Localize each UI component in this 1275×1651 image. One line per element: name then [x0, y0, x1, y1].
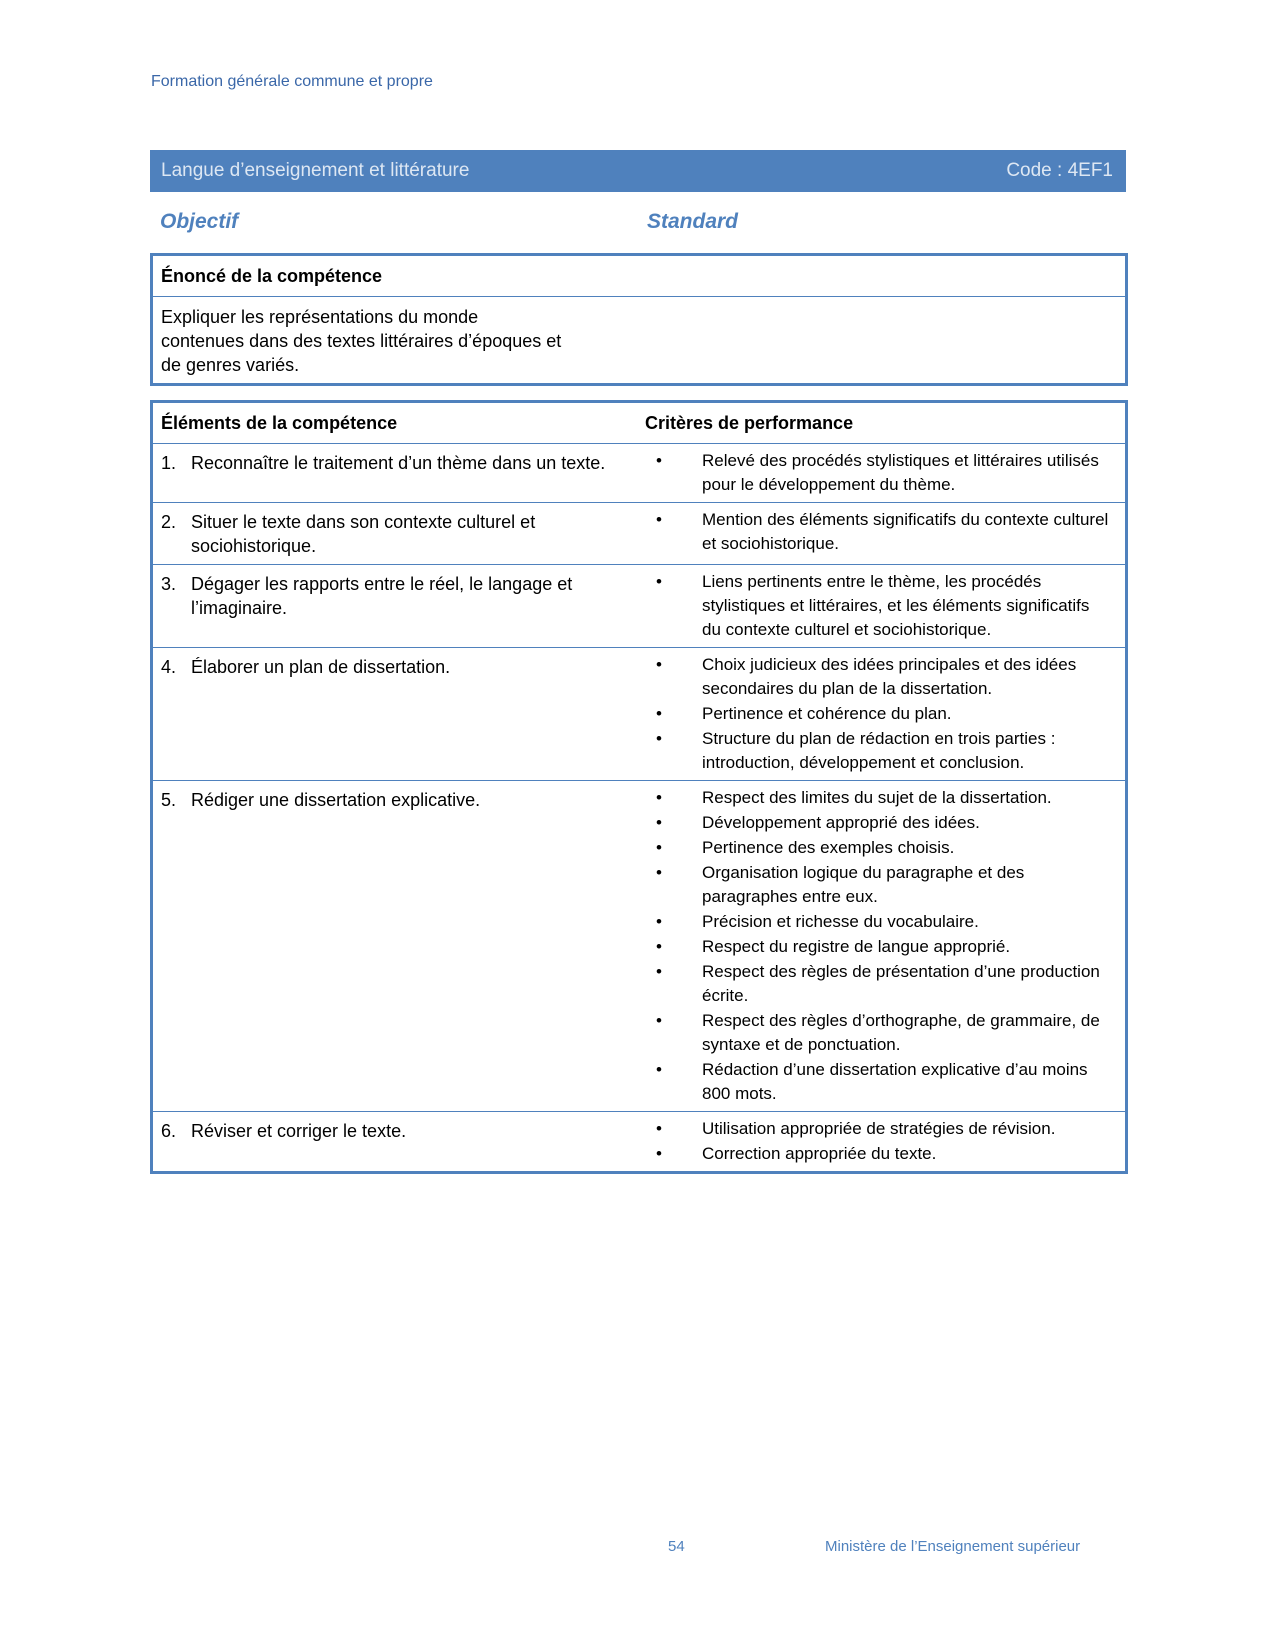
criterion-text: Respect des règles de présentation d’une production écrite.	[702, 962, 1100, 1005]
criterion-text: Mention des éléments significatifs du contexte culturel et sociohistorique.	[702, 510, 1109, 553]
criterion-text: Respect des règles d’orthographe, de grammaire, de syntaxe et de ponctuation.	[702, 1011, 1100, 1054]
criterion-text: Choix judicieux des idées principales et des idées secondaires du plan de la dissertation.	[702, 655, 1077, 698]
criterion-item	[653, 910, 1117, 934]
enonce-line: Expliquer les représentations du monde	[161, 307, 479, 327]
bullet-icon: •	[656, 912, 662, 931]
bullet-icon: •	[656, 937, 662, 956]
element-cell	[153, 648, 653, 780]
criterion-item	[653, 1009, 1117, 1057]
bullet-icon: •	[656, 704, 662, 723]
elements-table-header	[153, 403, 1125, 444]
criteria-cell	[653, 503, 1125, 564]
element-number: 3.	[161, 574, 177, 594]
criterion-text: Relevé des procédés stylistiques et littéraires utilisés pour le développement du thème.	[702, 451, 1099, 494]
criterion-item	[653, 653, 1117, 701]
criteria-cell	[653, 444, 1125, 502]
element-cell	[153, 565, 653, 647]
criterion-text: Correction appropriée du texte.	[702, 1144, 937, 1163]
criterion-item	[653, 960, 1117, 1008]
element-number: 2.	[161, 512, 177, 532]
table-row	[153, 502, 1125, 564]
enonce-text	[153, 297, 629, 383]
bullet-icon: •	[656, 1119, 662, 1138]
footer-ministry: Ministère de l’Enseignement supérieur	[825, 1538, 1081, 1555]
criteria-cell	[653, 648, 1125, 780]
enonce-heading: Énoncé de la compétence	[153, 256, 1125, 297]
element-text: Dégager les rapports entre le réel, le langage et l’imaginaire.	[191, 574, 573, 618]
elements-rows	[153, 444, 1125, 1171]
element-number: 1.	[161, 453, 177, 473]
bullet-icon: •	[656, 1060, 662, 1079]
criterion-text: Liens pertinents entre le thème, les procédés stylistiques et littéraires, et les éléments significatifs du contexte culturel et sociohistorique.	[702, 572, 1090, 639]
element-number: 4.	[161, 657, 177, 677]
criterion-item	[653, 1117, 1117, 1141]
element-text: Réviser et corriger le texte.	[191, 1121, 407, 1141]
bullet-icon: •	[656, 863, 662, 882]
bullet-icon: •	[656, 729, 662, 748]
element-cell	[153, 781, 653, 1111]
enonce-line: de genres variés.	[161, 355, 300, 375]
elements-heading: Éléments de la compétence	[161, 413, 398, 433]
criterion-item	[653, 836, 1117, 860]
enonce-line: contenues dans des textes littéraires d’époques et	[161, 331, 562, 351]
criterion-item	[653, 1058, 1117, 1106]
element-cell	[153, 1112, 653, 1171]
element-cell	[153, 503, 653, 564]
table-row	[153, 1111, 1125, 1171]
criterion-item	[653, 811, 1117, 835]
bullet-icon: •	[656, 451, 662, 470]
criterion-item	[653, 702, 1117, 726]
criterion-text: Structure du plan de rédaction en trois parties : introduction, développement et conclusion.	[702, 729, 1056, 772]
criterion-item	[653, 508, 1117, 556]
criterion-item	[653, 1142, 1117, 1166]
criterion-text: Organisation logique du paragraphe et des paragraphes entre eux.	[702, 863, 1025, 906]
criterion-text: Respect du registre de langue approprié.	[702, 937, 1011, 956]
criterion-item	[653, 449, 1117, 497]
bullet-icon: •	[656, 838, 662, 857]
criterion-text: Pertinence et cohérence du plan.	[702, 704, 952, 723]
table-row	[153, 564, 1125, 647]
bullet-icon: •	[656, 655, 662, 674]
criteria-heading: Critères de performance	[645, 413, 854, 433]
bullet-icon: •	[656, 510, 662, 529]
criteria-cell	[653, 1112, 1125, 1171]
criterion-item	[653, 570, 1117, 642]
element-text: Situer le texte dans son contexte culturel et sociohistorique.	[191, 512, 536, 556]
element-cell	[153, 444, 653, 502]
bullet-icon: •	[656, 962, 662, 981]
criterion-text: Rédaction d’une dissertation explicative d’au moins 800 mots.	[702, 1060, 1088, 1103]
table-row	[153, 444, 1125, 502]
title-bar	[150, 150, 1126, 192]
criterion-item	[653, 786, 1117, 810]
criterion-text: Pertinence des exemples choisis.	[702, 838, 955, 857]
objectif-label: Objectif	[160, 210, 239, 233]
criterion-item	[653, 935, 1117, 959]
footer-page-number: 54	[668, 1538, 685, 1555]
bullet-icon: •	[656, 572, 662, 591]
element-number: 5.	[161, 790, 177, 810]
bullet-icon: •	[656, 813, 662, 832]
element-text: Rédiger une dissertation explicative.	[191, 790, 481, 810]
bullet-icon: •	[656, 788, 662, 807]
table-row	[153, 647, 1125, 780]
criteria-cell	[653, 565, 1125, 647]
elements-table	[150, 400, 1128, 1174]
enonce-box	[150, 253, 1128, 386]
table-row	[153, 780, 1125, 1111]
element-number: 6.	[161, 1121, 177, 1141]
standard-label: Standard	[647, 210, 739, 233]
subject-title: Langue d’enseignement et littérature	[161, 160, 470, 181]
criterion-text: Utilisation appropriée de stratégies de révision.	[702, 1119, 1056, 1138]
element-text: Reconnaître le traitement d’un thème dans un texte.	[191, 453, 606, 473]
bullet-icon: •	[656, 1144, 662, 1163]
bullet-icon: •	[656, 1011, 662, 1030]
criterion-item	[653, 861, 1117, 909]
criterion-item	[653, 727, 1117, 775]
criterion-text: Développement approprié des idées.	[702, 813, 980, 832]
element-text: Élaborer un plan de dissertation.	[191, 657, 451, 677]
running-header: Formation générale commune et propre	[151, 73, 433, 90]
criterion-text: Précision et richesse du vocabulaire.	[702, 912, 979, 931]
course-code: Code : 4EF1	[1006, 160, 1113, 181]
criterion-text: Respect des limites du sujet de la dissertation.	[702, 788, 1052, 807]
criteria-cell	[653, 781, 1125, 1111]
